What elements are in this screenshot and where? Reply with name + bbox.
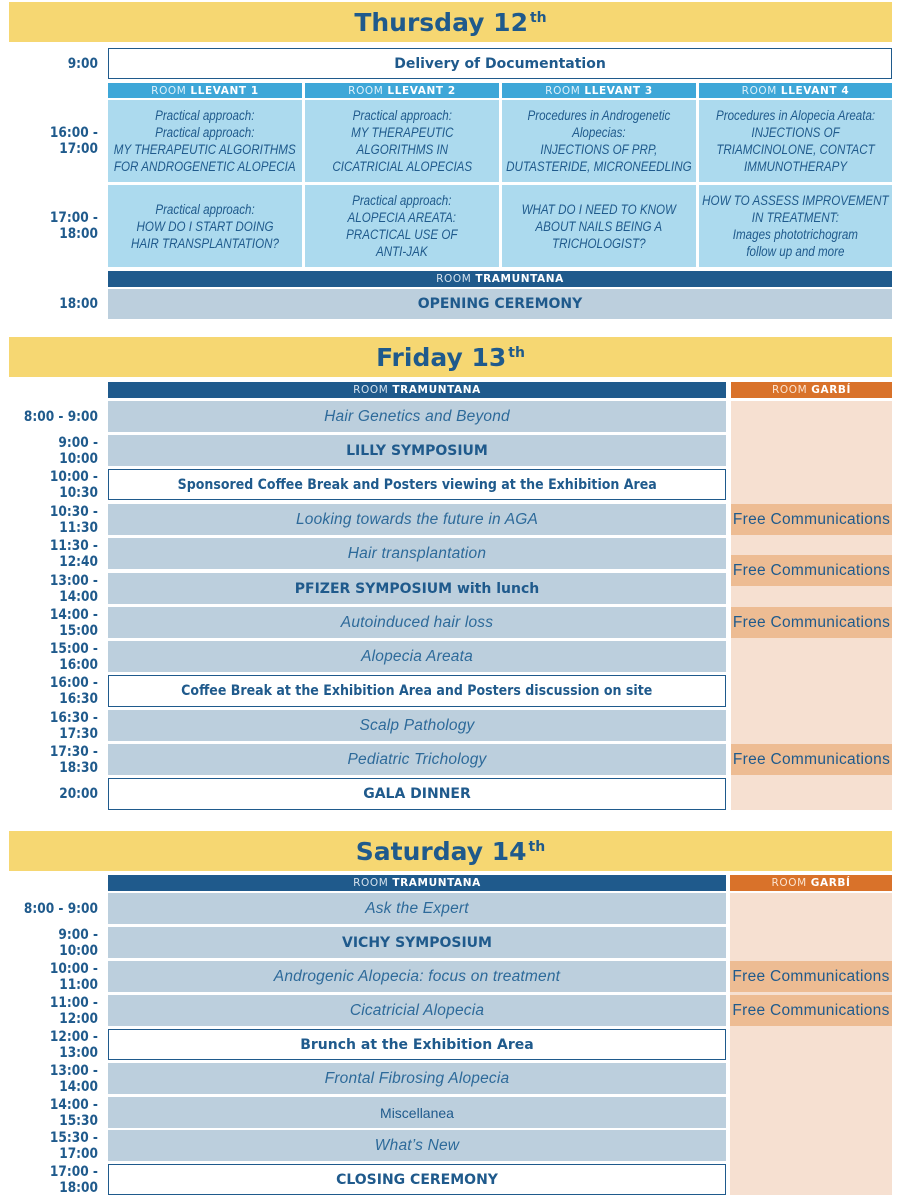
time-label: 9:00 xyxy=(67,55,98,72)
session-frontal-fibrosing-alopecia[interactable] xyxy=(108,1063,726,1094)
room-name: LLEVANT 1 xyxy=(190,84,259,97)
cell-line: PRACTICAL USE OF xyxy=(346,227,458,242)
workshop-assess-improvement[interactable] xyxy=(699,185,892,267)
cell-line: INJECTIONS OF PRP, xyxy=(540,142,658,157)
room-name: TRAMUNTANA xyxy=(392,877,481,889)
free-communications-label: Free Communications xyxy=(732,613,891,631)
room-header-garbi xyxy=(731,382,892,398)
room-name: GARBÍ xyxy=(810,877,851,889)
session-whats-new[interactable] xyxy=(108,1130,726,1161)
cell-line: IN TREATMENT: xyxy=(751,210,840,225)
cell-line: DUTASTERIDE, MICRONEEDLING xyxy=(506,159,692,174)
cell-line: Practical approach: xyxy=(155,108,255,123)
day-title-suffix: th xyxy=(528,839,546,855)
friday-header xyxy=(9,337,892,377)
session-label: Brunch at the Exhibition Area xyxy=(300,1036,534,1053)
cell-line: TRIAMCINOLONE, CONTACT xyxy=(716,142,875,157)
time-label: 17:00 - 18:00 xyxy=(49,210,98,242)
room-word: ROOM xyxy=(545,84,581,97)
room-word: ROOM xyxy=(772,384,808,396)
session-miscellanea[interactable] xyxy=(108,1097,726,1128)
room-word: ROOM xyxy=(348,84,384,97)
session-label: LILLY SYMPOSIUM xyxy=(346,442,488,459)
workshop-algorithms-cicatricial[interactable] xyxy=(305,100,499,182)
room-name: LLEVANT 4 xyxy=(780,84,850,97)
time-label: 13:00 - 14:00 xyxy=(49,1062,98,1095)
time-label: 11:00 - 12:00 xyxy=(49,994,98,1027)
time-label: 16:00 - 17:00 xyxy=(49,125,98,157)
session-autoinduced-hair-loss[interactable] xyxy=(108,607,726,638)
room-word: ROOM xyxy=(353,384,389,396)
session-androgenic-alopecia[interactable] xyxy=(108,961,726,992)
cell-line: MY THERAPEUTIC ALGORITHMS xyxy=(114,142,296,157)
thursday-header xyxy=(9,2,892,42)
free-communications-label: Free Communications xyxy=(732,561,891,579)
session-hair-transplantation[interactable] xyxy=(108,538,726,569)
session-gala-dinner[interactable] xyxy=(108,778,726,810)
cell-line: HOW DO I START DOING xyxy=(136,218,274,234)
workshop-procedures-alopecia-areata[interactable] xyxy=(699,100,892,182)
session-label: Sponsored Coffee Break and Posters viewing at the Exhibition Area xyxy=(177,476,657,493)
room-header-tramuntana xyxy=(108,382,726,398)
session-label: Delivery of Documentation xyxy=(394,55,606,72)
session-label: Hair transplantation xyxy=(347,544,487,562)
session-alopecia-areata[interactable] xyxy=(108,641,726,672)
cell-line: FOR ANDROGENETIC ALOPECIA xyxy=(114,159,296,174)
room-header-llevant-4 xyxy=(699,83,892,98)
cell-line: IMMUNOTHERAPY xyxy=(743,159,848,174)
room-word: ROOM xyxy=(436,273,472,285)
time-label: 12:00 - 13:00 xyxy=(49,1028,98,1061)
cell-line: Procedures in Alopecia Areata: xyxy=(715,108,876,123)
cell-line: Practical approach: xyxy=(352,193,452,208)
room-name: TRAMUNTANA xyxy=(475,273,564,285)
session-label: Frontal Fibrosing Alopecia xyxy=(324,1069,510,1087)
session-opening-ceremony[interactable] xyxy=(108,289,892,319)
day-title: Saturday 14 xyxy=(355,836,527,866)
session-sponsored-coffee-break[interactable] xyxy=(108,469,726,500)
session-future-aga[interactable] xyxy=(108,504,726,535)
free-communications-block[interactable] xyxy=(731,504,892,535)
free-communications-label: Free Communications xyxy=(732,510,891,528)
session-label: Miscellanea xyxy=(380,1104,454,1121)
free-communications-label: Free Communications xyxy=(732,750,891,768)
time-label: 13:00 - 14:00 xyxy=(49,572,98,605)
saturday-header xyxy=(9,831,892,871)
session-label: Androgenic Alopecia: focus on treatment xyxy=(273,967,561,985)
time-label: 15:00 - 16:00 xyxy=(49,640,98,673)
session-label: CLOSING CEREMONY xyxy=(336,1171,498,1188)
session-brunch[interactable] xyxy=(108,1029,726,1060)
day-title-suffix: th xyxy=(508,345,525,361)
workshop-algorithms-androgenetic[interactable] xyxy=(108,100,302,182)
session-label: Ask the Expert xyxy=(365,899,469,917)
workshop-procedures-androgenetic[interactable] xyxy=(502,100,696,182)
session-vichy-symposium[interactable] xyxy=(108,927,726,958)
time-label: 9:00 - 10:00 xyxy=(58,434,98,467)
session-label: Pediatric Trichology xyxy=(347,750,487,768)
time-label: 10:30 - 11:30 xyxy=(49,503,98,536)
time-label: 16:00 - 16:30 xyxy=(49,675,98,707)
session-lilly-symposium[interactable] xyxy=(108,435,726,466)
session-label: Coffee Break at the Exhibition Area and Posters discussion on site xyxy=(181,683,653,699)
free-communications-label: Free Communications xyxy=(732,967,890,985)
day-title-suffix: th xyxy=(529,10,547,26)
session-label: Autoinduced hair loss xyxy=(340,613,494,631)
session-label: Alopecia Areata xyxy=(361,647,473,665)
time-label: 16:30 - 17:30 xyxy=(49,709,98,742)
room-header-llevant-1 xyxy=(108,83,302,98)
free-communications-label: Free Communications xyxy=(732,1001,890,1019)
room-header-tramuntana xyxy=(108,271,892,287)
time-label: 11:30 - 12:40 xyxy=(49,537,98,570)
day-title: Thursday 12 xyxy=(354,7,528,37)
room-word: ROOM xyxy=(353,877,389,889)
day-title: Friday 13 xyxy=(376,342,507,372)
room-name: TRAMUNTANA xyxy=(392,384,481,396)
free-communications-block[interactable] xyxy=(730,995,892,1026)
cell-line: Images phototrichogram xyxy=(732,227,859,242)
session-hair-genetics[interactable] xyxy=(108,401,726,432)
garbi-column xyxy=(730,893,892,1195)
room-name: LLEVANT 3 xyxy=(584,84,653,97)
cell-line: Practical approach: xyxy=(155,201,255,217)
free-communications-block[interactable] xyxy=(731,607,892,638)
cell-line: Procedures in Androgenetic xyxy=(527,108,671,123)
session-closing-ceremony[interactable] xyxy=(108,1164,726,1195)
cell-line: Practical approach: xyxy=(155,125,255,140)
session-label: GALA DINNER xyxy=(363,786,471,802)
session-cicatricial-alopecia[interactable] xyxy=(108,995,726,1026)
room-header-llevant-2 xyxy=(305,83,499,98)
cell-line: TRICHOLOGIST? xyxy=(552,235,646,251)
session-label: OPENING CEREMONY xyxy=(417,296,583,312)
session-pfizer-symposium[interactable] xyxy=(108,573,726,604)
free-communications-block[interactable] xyxy=(731,555,892,586)
cell-line: CICATRICIAL ALOPECIAS xyxy=(332,159,472,174)
session-ask-the-expert[interactable] xyxy=(108,893,726,924)
time-label: 17:00 - 18:00 xyxy=(49,1163,98,1196)
session-label: Hair Genetics and Beyond xyxy=(324,407,510,425)
time-label: 10:00 - 11:00 xyxy=(49,960,98,993)
session-label: PFIZER SYMPOSIUM with lunch xyxy=(294,580,540,597)
cell-line: INJECTIONS OF xyxy=(751,125,840,140)
room-header-garbi xyxy=(730,875,892,891)
free-communications-block[interactable] xyxy=(731,744,892,775)
time-label: 18:00 xyxy=(59,296,98,312)
time-label: 10:00 - 10:30 xyxy=(49,468,98,501)
time-label: 8:00 - 9:00 xyxy=(23,408,99,425)
session-delivery-of-documentation[interactable] xyxy=(108,48,892,79)
room-name: GARBÍ xyxy=(811,384,851,396)
workshop-hair-transplantation[interactable] xyxy=(108,185,302,267)
session-scalp-pathology[interactable] xyxy=(108,710,726,741)
cell-line: Alopecias: xyxy=(572,125,626,140)
workshop-nails[interactable] xyxy=(502,185,696,267)
free-communications-block[interactable] xyxy=(730,961,892,992)
session-label: VICHY SYMPOSIUM xyxy=(342,934,492,951)
session-label: What’s New xyxy=(374,1136,460,1154)
session-label: Looking towards the future in AGA xyxy=(295,510,539,528)
cell-line: ALOPECIA AREATA: xyxy=(347,210,457,225)
time-label: 9:00 - 10:00 xyxy=(58,926,98,959)
time-label: 14:00 - 15:00 xyxy=(49,606,98,639)
time-label: 14:00 - 15:30 xyxy=(49,1096,98,1129)
session-label: Cicatricial Alopecia xyxy=(349,1001,485,1019)
room-name: LLEVANT 2 xyxy=(387,84,456,97)
room-word: ROOM xyxy=(151,84,187,97)
cell-line: ALGORITHMS IN xyxy=(356,142,448,157)
cell-line: Practical approach: xyxy=(352,108,452,123)
cell-line: HAIR TRANSPLANTATION? xyxy=(131,235,279,251)
room-header-llevant-3 xyxy=(502,83,696,98)
cell-line: HOW TO ASSESS IMPROVEMENT xyxy=(702,193,889,208)
cell-line: ANTI-JAK xyxy=(376,244,428,259)
room-word: ROOM xyxy=(741,84,777,97)
session-label: Scalp Pathology xyxy=(359,716,475,734)
room-word: ROOM xyxy=(771,877,807,889)
time-label: 8:00 - 9:00 xyxy=(23,900,99,917)
workshop-anti-jak[interactable] xyxy=(305,185,499,267)
cell-line: follow up and more xyxy=(746,244,845,259)
time-label: 15:30 - 17:00 xyxy=(49,1129,98,1162)
cell-line: WHAT DO I NEED TO KNOW xyxy=(521,201,677,217)
room-header-tramuntana xyxy=(108,875,726,891)
cell-line: ABOUT NAILS BEING A xyxy=(535,218,663,234)
time-label: 17:30 - 18:30 xyxy=(49,743,98,776)
cell-line: MY THERAPEUTIC xyxy=(350,125,454,140)
time-label: 20:00 xyxy=(59,786,98,802)
session-coffee-break-posters[interactable] xyxy=(108,675,726,707)
session-pediatric-trichology[interactable] xyxy=(108,744,726,775)
